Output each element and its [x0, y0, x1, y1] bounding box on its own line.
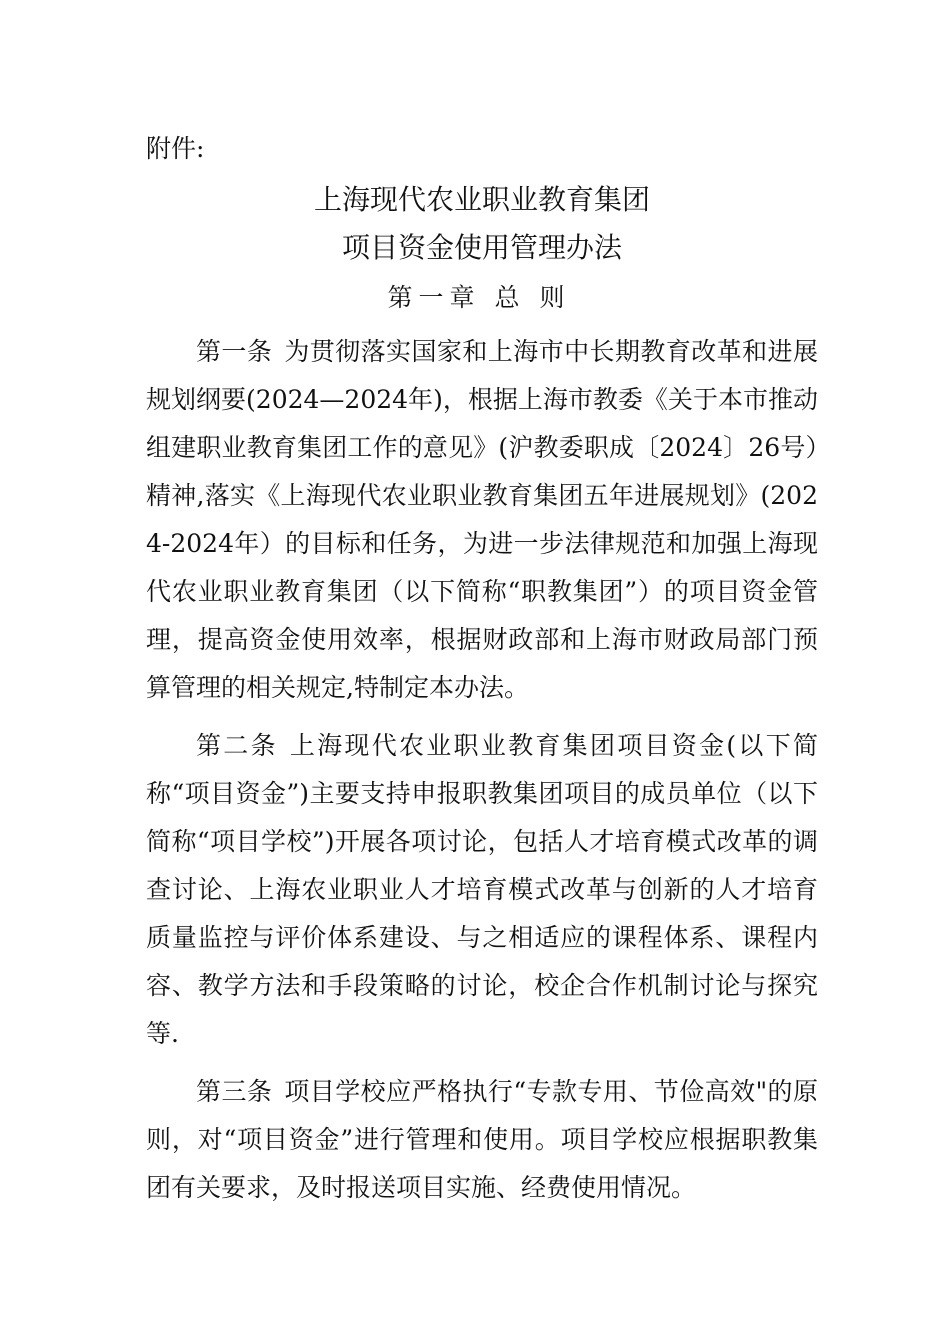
chapter-heading: 第一章 总 则 [387, 283, 571, 312]
attachment-label: 附件: [146, 134, 205, 163]
article-3-number: 第三条 [196, 1077, 273, 1106]
article-1 [146, 328, 818, 712]
article-1-number: 第一条 [196, 337, 273, 366]
article-2-text: 上海现代农业职业教育集团项目资金(以下简称“项目资金”)主要支持申报职教集团项目的成员单位（以下简称“项目学校”)开展各项讨论，包括人才培育模式改革的调查讨论、上海农业职业人才培育模式改革与创新的人才培育质量监控与评价体系建设、与之相适应的课程体系、课程内容、教学方法和手段策略的讨论，校企合作机制讨论与探究等. [146, 731, 818, 1048]
document-body [146, 328, 818, 1212]
article-2 [146, 722, 818, 1058]
article-3-text: 项目学校应严格执行“专款专用、节俭高效"的原则，对“项目资金”进行管理和使用。项目学校应根据职教集团有关要求，及时报送项目实施、经费使用情况。 [146, 1077, 818, 1202]
document-title-line-2: 项目资金使用管理办法 [341, 231, 622, 264]
article-3 [146, 1068, 818, 1212]
document-title-line-1: 上海现代农业职业教育集团 [313, 183, 650, 216]
article-2-number: 第二条 [196, 731, 278, 760]
article-1-text: 为贯彻落实国家和上海市中长期教育改革和进展规划纲要(2024—2024年)，根据上海市教委《关于本市推动组建职业教育集团工作的意见》(沪教委职成〔2024〕26号）精神,落实《上海现代农业职业教育集团五年进展规划》(2024-2024年）的目标和任务，为进一步法律规范和加强上海现代农业职业教育集团（以下简称“职教集团”）的项目资金管理，提高资金使用效率，根据财政部和上海市财政局部门预算管理的相关规定,特制定本办法。 [146, 337, 818, 702]
